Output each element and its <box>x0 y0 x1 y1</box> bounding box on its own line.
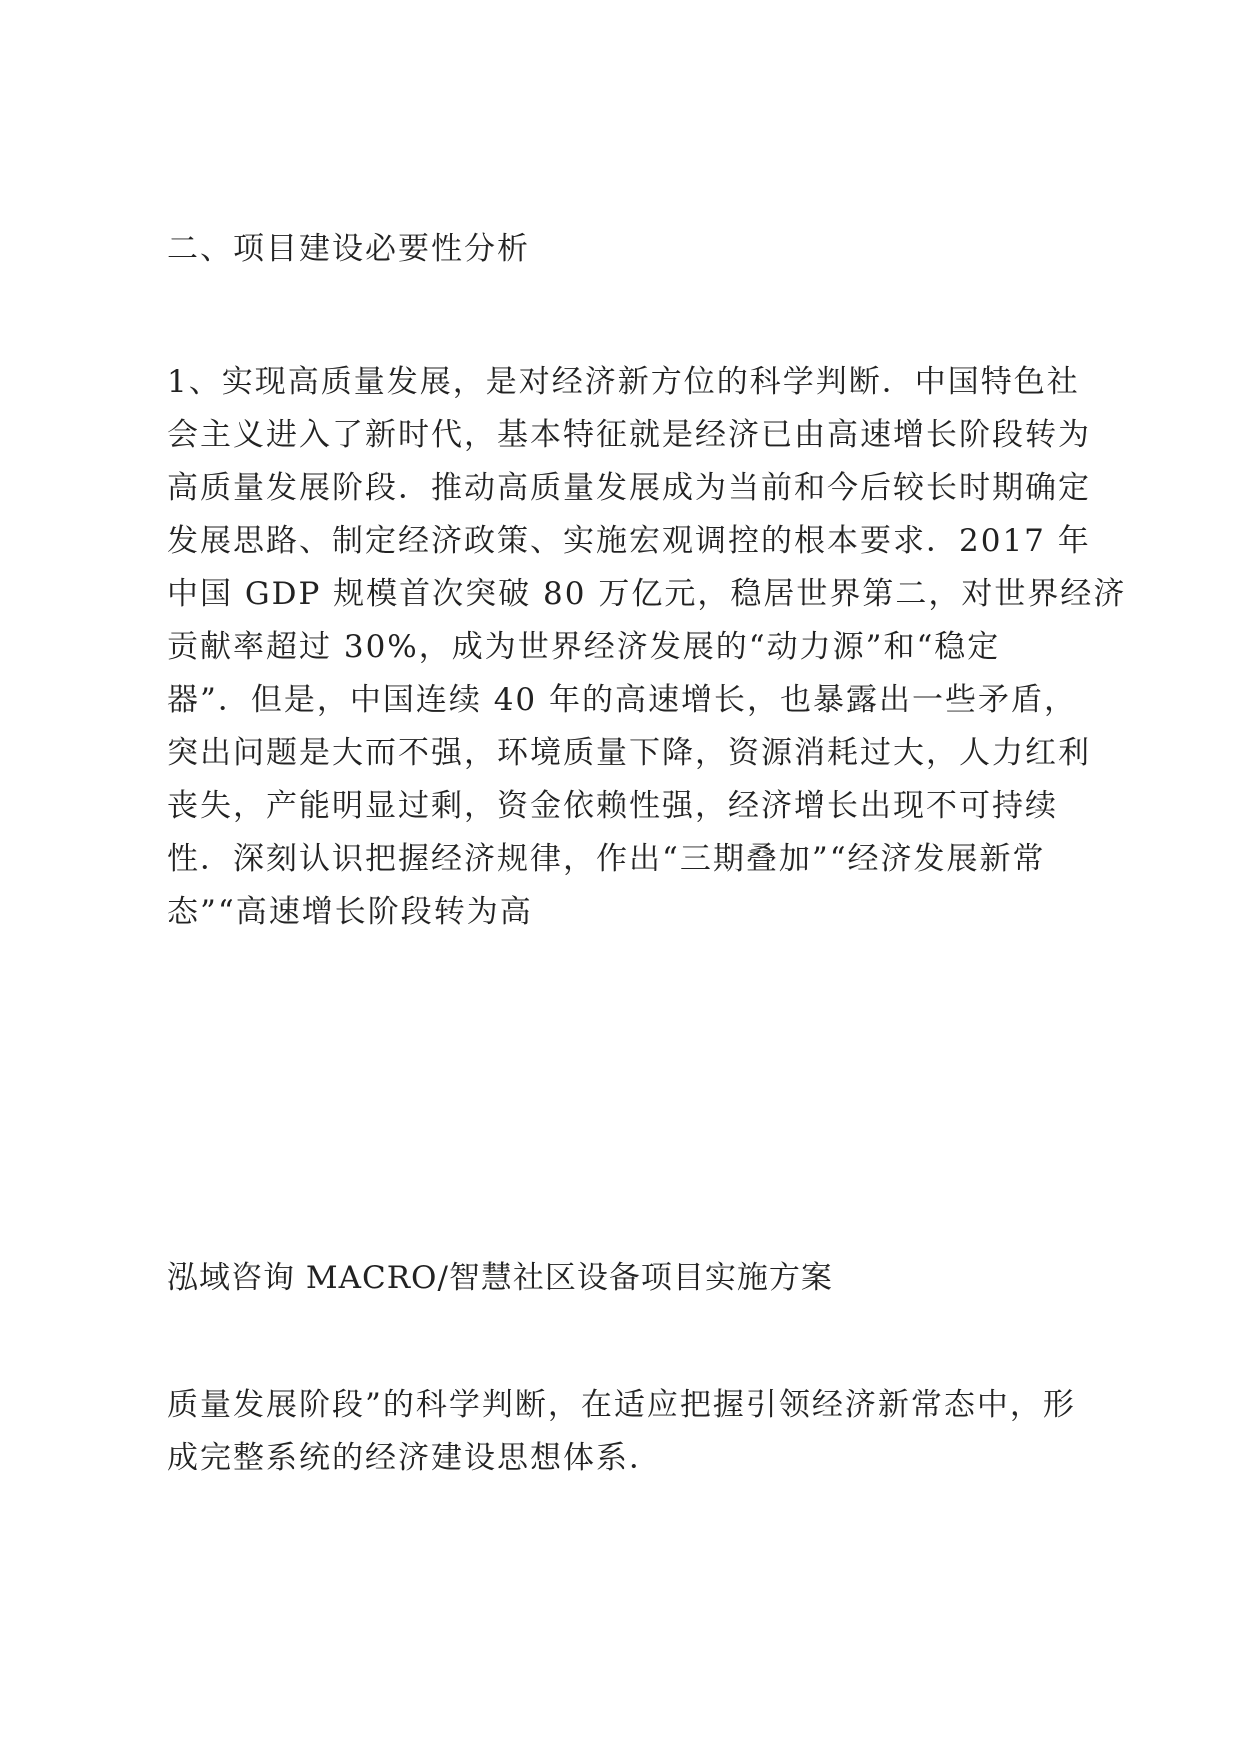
paragraph-1 <box>167 356 1126 939</box>
paragraph-1-line: 会主义进入了新时代，基本特征就是经济已由高速增长阶段转为 <box>167 417 1091 453</box>
section-heading: 二、项目建设必要性分析 <box>167 231 530 267</box>
paragraph-1-line: 突出问题是大而不强，环境质量下降，资源消耗过大，人力红利 <box>167 735 1091 771</box>
running-footer-title: 泓域咨询 MACRO/智慧社区设备项目实施方案 <box>167 1260 833 1296</box>
paragraph-1-line: 1、实现高质量发展，是对经济新方位的科学判断．中国特色社 <box>167 364 1080 400</box>
paragraph-1-line: 丧失，产能明显过剩，资金依赖性强，经济增长出现不可持续 <box>167 788 1058 824</box>
paragraph-2 <box>167 1379 1076 1485</box>
paragraph-2-line: 成完整系统的经济建设思想体系． <box>167 1440 662 1476</box>
paragraph-1-line: 态”“高速增长阶段转为高 <box>167 894 533 930</box>
paragraph-1-line: 高质量发展阶段．推动高质量发展成为当前和今后较长时期确定 <box>167 470 1091 506</box>
paragraph-1-line: 中国 GDP 规模首次突破 80 万亿元，稳居世界第二，对世界经济 <box>167 576 1127 612</box>
paragraph-1-line: 贡献率超过 30%，成为世界经济发展的“动力源”和“稳定 <box>167 629 1001 665</box>
paragraph-1-line: 发展思路、制定经济政策、实施宏观调控的根本要求．2017 年 <box>167 523 1091 559</box>
paragraph-1-line: 器”．但是，中国连续 40 年的高速增长，也暴露出一些矛盾， <box>167 682 1077 718</box>
paragraph-1-line: 性．深刻认识把握经济规律，作出“三期叠加”“经济发展新常 <box>167 841 1046 877</box>
paragraph-2-line: 质量发展阶段”的科学判断，在适应把握引领经济新常态中，形 <box>167 1387 1076 1423</box>
